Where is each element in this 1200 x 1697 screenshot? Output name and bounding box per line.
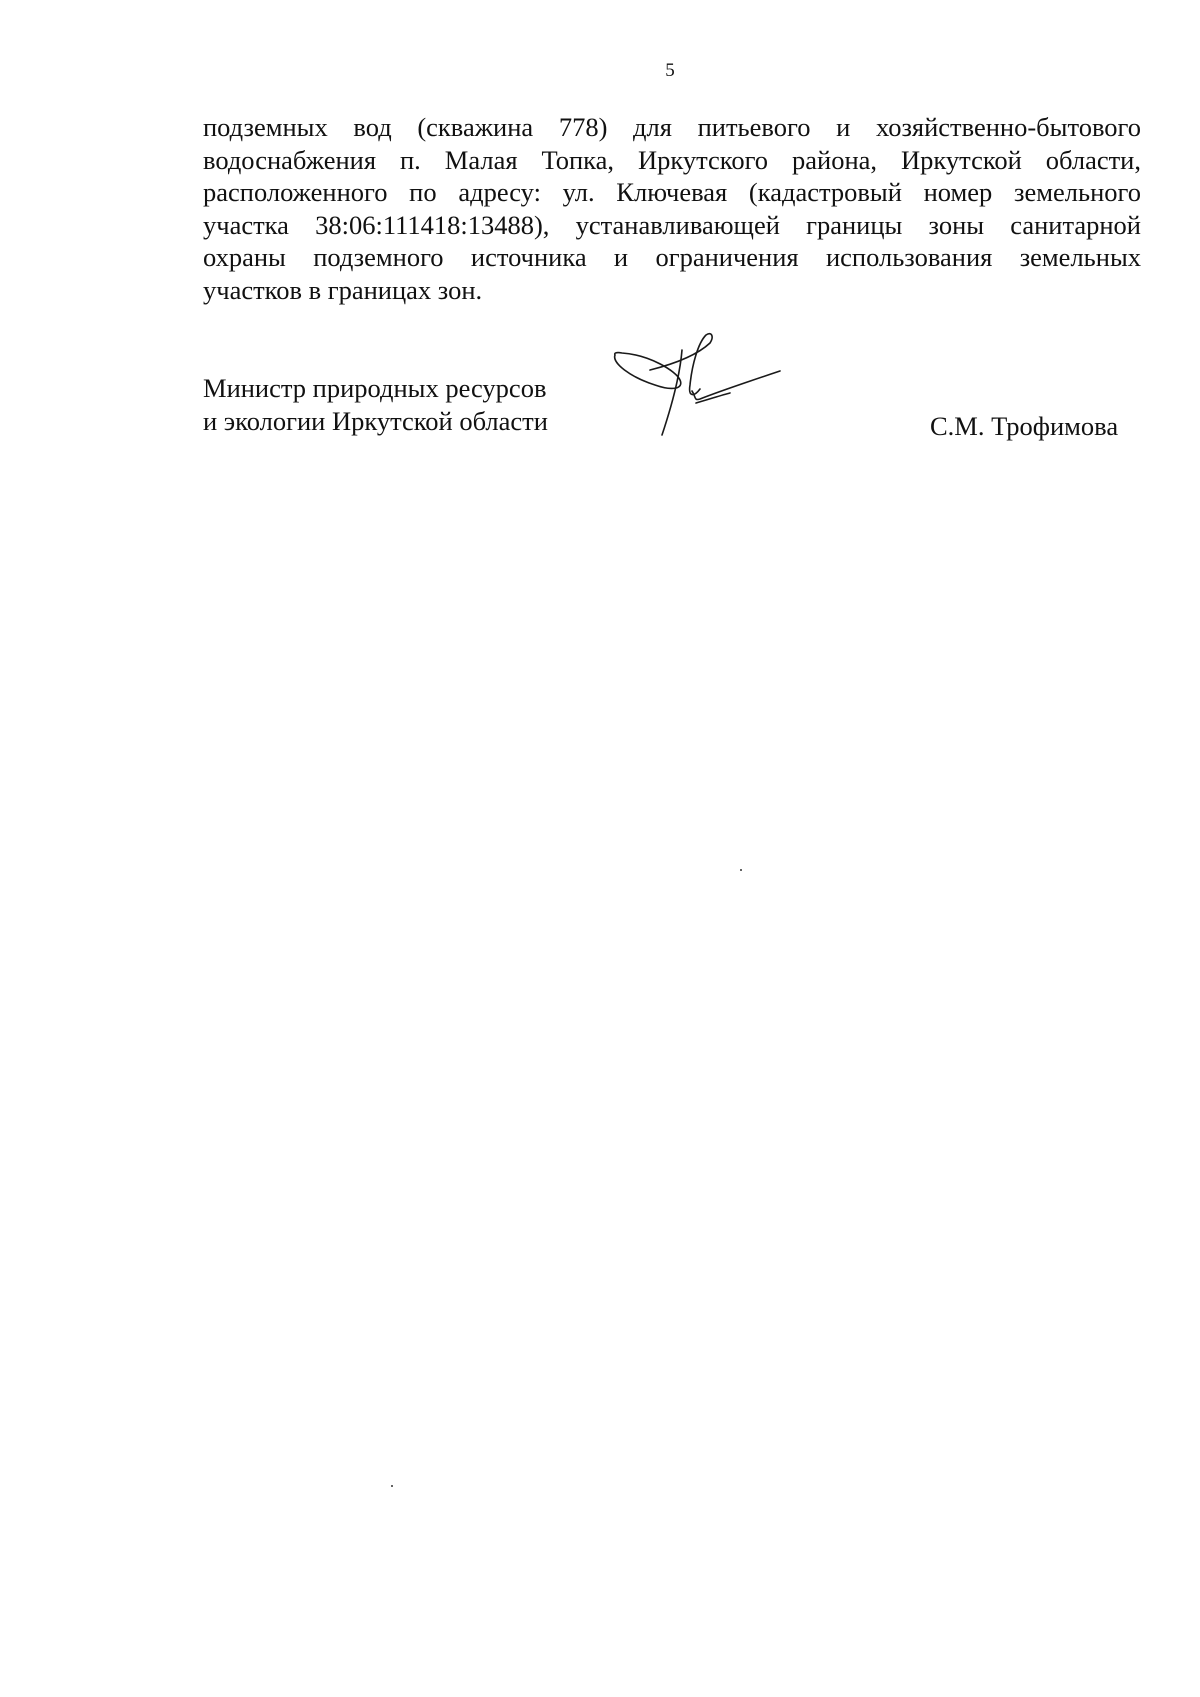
scan-speck — [740, 869, 742, 871]
signer-name: С.М. Трофимова — [930, 411, 1119, 441]
body-paragraph — [203, 111, 1141, 306]
body-line: водоснабжения п. Малая Топка, Иркутского района, Иркутской области, — [203, 144, 1141, 175]
position-line: и экологии Иркутской области — [203, 406, 548, 436]
body-line: участков в границах зон. — [203, 274, 483, 305]
handwritten-signature — [610, 325, 810, 445]
page-number: 5 — [665, 60, 675, 81]
body-line: подземных вод (скважина 778) для питьевого и хозяйственно-бытового — [203, 112, 1141, 142]
position-line: Министр природных ресурсов — [203, 373, 547, 403]
body-line: участка 38:06:111418:13488), устанавливающей границы зоны санитарной — [203, 209, 1141, 240]
scan-speck — [391, 1485, 393, 1487]
signatory-position — [203, 372, 548, 438]
body-line: расположенного по адресу: ул. Ключевая (кадастровый номер земельного — [203, 177, 1141, 207]
body-line: охраны подземного источника и ограничения использования земельных — [203, 242, 1141, 272]
